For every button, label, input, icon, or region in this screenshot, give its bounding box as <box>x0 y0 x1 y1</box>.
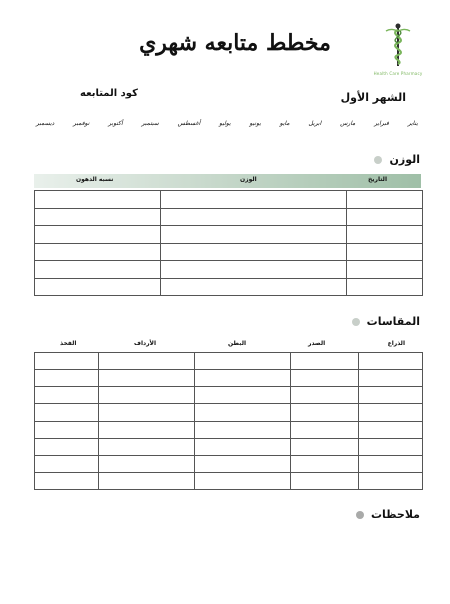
column-header-chest: الصدر <box>308 340 326 347</box>
weight-section-heading: الوزن <box>374 153 420 166</box>
hips-cell[interactable] <box>99 438 195 455</box>
month-item: ابريل <box>308 119 322 127</box>
table-row <box>35 387 423 404</box>
chest-cell[interactable] <box>291 387 359 404</box>
bullet-icon <box>374 156 382 164</box>
arm-cell[interactable] <box>359 472 423 489</box>
hips-cell[interactable] <box>99 455 195 472</box>
chest-cell[interactable] <box>291 353 359 370</box>
table-row <box>35 208 423 226</box>
table-row <box>35 404 423 421</box>
table-row <box>35 353 423 370</box>
belly-cell[interactable] <box>195 421 291 438</box>
arm-cell[interactable] <box>359 438 423 455</box>
table-row <box>35 243 423 261</box>
chest-cell[interactable] <box>291 370 359 387</box>
hips-cell[interactable] <box>99 387 195 404</box>
thigh-cell[interactable] <box>35 438 99 455</box>
column-header-arm: الذراع <box>387 340 405 347</box>
table-row <box>35 191 423 209</box>
weight-table <box>34 190 423 296</box>
month-item: أغسطس <box>177 119 201 127</box>
column-header-fat-ratio: نسبه الدهون <box>76 176 114 183</box>
date-cell[interactable] <box>347 226 423 244</box>
thigh-cell[interactable] <box>35 404 99 421</box>
weight-cell[interactable] <box>161 261 347 279</box>
belly-cell[interactable] <box>195 438 291 455</box>
date-cell[interactable] <box>347 208 423 226</box>
fat-ratio-cell[interactable] <box>35 243 161 261</box>
fat-ratio-cell[interactable] <box>35 191 161 209</box>
thigh-cell[interactable] <box>35 387 99 404</box>
months-row <box>36 116 418 130</box>
fat-ratio-cell[interactable] <box>35 226 161 244</box>
hips-cell[interactable] <box>99 421 195 438</box>
thigh-cell[interactable] <box>35 421 99 438</box>
measurements-table <box>34 352 423 490</box>
thigh-cell[interactable] <box>35 472 99 489</box>
hips-cell[interactable] <box>99 370 195 387</box>
weight-table-header <box>34 174 421 188</box>
month-item: مارس <box>340 119 356 127</box>
table-row <box>35 370 423 387</box>
belly-cell[interactable] <box>195 370 291 387</box>
hips-cell[interactable] <box>99 353 195 370</box>
table-row <box>35 472 423 489</box>
measurements-section-heading: المقاسات <box>352 315 420 328</box>
month-item: يونيو <box>249 119 261 127</box>
belly-cell[interactable] <box>195 404 291 421</box>
column-header-thigh: الفخذ <box>60 340 77 347</box>
thigh-cell[interactable] <box>35 455 99 472</box>
month-item: يناير <box>407 119 418 127</box>
weight-cell[interactable] <box>161 226 347 244</box>
month-item: سبتمبر <box>141 119 159 127</box>
belly-cell[interactable] <box>195 387 291 404</box>
pharmacy-logo <box>364 22 432 82</box>
column-header-weight: الوزن <box>240 176 257 183</box>
weight-cell[interactable] <box>161 208 347 226</box>
month-item: يوليو <box>219 119 231 127</box>
weight-cell[interactable] <box>161 278 347 296</box>
arm-cell[interactable] <box>359 370 423 387</box>
table-row <box>35 438 423 455</box>
date-cell[interactable] <box>347 278 423 296</box>
date-cell[interactable] <box>347 261 423 279</box>
thigh-cell[interactable] <box>35 353 99 370</box>
chest-cell[interactable] <box>291 421 359 438</box>
month-item: مايو <box>279 119 290 127</box>
table-row <box>35 226 423 244</box>
chest-cell[interactable] <box>291 455 359 472</box>
thigh-cell[interactable] <box>35 370 99 387</box>
date-cell[interactable] <box>347 243 423 261</box>
chest-cell[interactable] <box>291 472 359 489</box>
caduceus-icon <box>382 22 414 68</box>
belly-cell[interactable] <box>195 472 291 489</box>
page-title: مخطط متابعه شهري <box>139 30 331 56</box>
arm-cell[interactable] <box>359 387 423 404</box>
table-row <box>35 278 423 296</box>
month-item: ديسمبر <box>36 119 55 127</box>
chest-cell[interactable] <box>291 404 359 421</box>
month-item: فبراير <box>374 119 389 127</box>
column-header-hips: الأرداف <box>134 340 157 347</box>
follow-code-label: كود المتابعه <box>80 88 138 99</box>
date-cell[interactable] <box>347 191 423 209</box>
fat-ratio-cell[interactable] <box>35 208 161 226</box>
column-header-date: التاريخ <box>367 176 387 183</box>
weight-cell[interactable] <box>161 191 347 209</box>
weight-cell[interactable] <box>161 243 347 261</box>
hips-cell[interactable] <box>99 404 195 421</box>
first-month-label: الشهر الأول <box>340 91 406 104</box>
month-item: أكتوبر <box>108 119 123 127</box>
hips-cell[interactable] <box>99 472 195 489</box>
belly-cell[interactable] <box>195 353 291 370</box>
arm-cell[interactable] <box>359 353 423 370</box>
arm-cell[interactable] <box>359 421 423 438</box>
arm-cell[interactable] <box>359 404 423 421</box>
arm-cell[interactable] <box>359 455 423 472</box>
chest-cell[interactable] <box>291 438 359 455</box>
table-row <box>35 455 423 472</box>
belly-cell[interactable] <box>195 455 291 472</box>
bullet-icon <box>356 511 364 519</box>
logo-tagline: Health Care Pharmacy <box>373 71 423 76</box>
fat-ratio-cell[interactable] <box>35 261 161 279</box>
column-header-belly: البطن <box>228 340 247 347</box>
table-row <box>35 261 423 279</box>
bullet-icon <box>352 318 360 326</box>
measurements-table-header <box>34 340 421 352</box>
notes-section-heading: ملاحظات <box>356 508 420 521</box>
month-item: نوفمبر <box>73 119 90 127</box>
table-row <box>35 421 423 438</box>
fat-ratio-cell[interactable] <box>35 278 161 296</box>
